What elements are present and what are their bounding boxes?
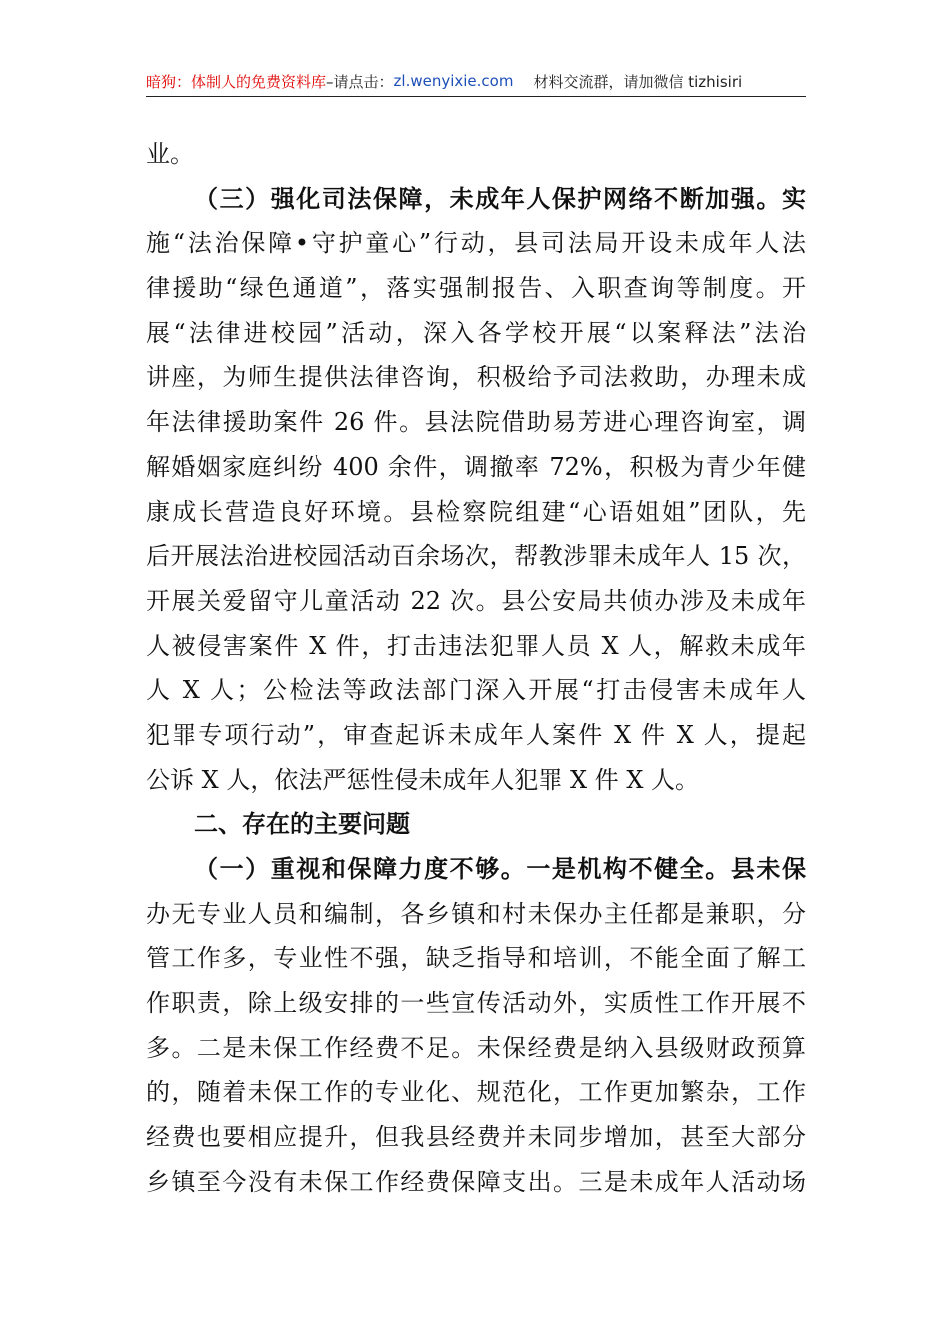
header-site-name: 暗狗：体制人的免费资料库 [146, 72, 327, 91]
text-line: 开展关爱留守儿童活动 22 次。县公安局共侦办涉及未成年 [146, 586, 806, 615]
text-line: 多。二是未保工作经费不足。未保经费是纳入县级财政预算 [146, 1033, 806, 1062]
text-line: 乡镇至今没有未保工作经费保障支出。三是未成年人活动场 [146, 1167, 806, 1196]
text-line: 业。 [146, 140, 194, 168]
text-line: 解婚姻家庭纠纷 400 余件，调撤率 72%，积极为青少年健 [146, 452, 806, 481]
text-line: 施“法治保障•守护童心”行动，县司法局开设未成年人法 [146, 229, 806, 258]
chapter-heading: 二、存在的主要问题 [194, 810, 410, 839]
text-line: 管工作多，专业性不强，缺乏指导和培训，不能全面了解工 [146, 944, 806, 973]
text-line: 展“法律进校园”活动，深入各学校开展“以案释法”法治 [146, 318, 806, 347]
text-line: 人 X 人；公检法等政法部门深入开展“打击侵害未成年人 [146, 676, 806, 705]
text-line: 办无专业人员和编制，各乡镇和村未保办主任都是兼职，分 [146, 899, 806, 928]
header-link[interactable]: zl.wenyixie.com [393, 72, 514, 90]
text-line: 经费也要相应提升，但我县经费并未同步增加，甚至大部分 [146, 1123, 806, 1152]
text-line: 作职责，除上级安排的一些宣传活动外，实质性工作开展不 [146, 989, 806, 1018]
section-heading-1: （一）重视和保障力度不够。一是机构不健全。县未保 [194, 854, 806, 883]
text-line: 公诉 X 人，依法严惩性侵未成年人犯罪 X 件 X 人。 [146, 765, 700, 794]
header-wechat-note: 材料交流群，请加微信 tizhisiri [533, 72, 743, 91]
text-line: 的，随着未保工作的专业化、规范化，工作更加繁杂，工作 [146, 1078, 806, 1107]
header-click-prompt: –请点击： [326, 72, 394, 91]
text-line: 康成长营造良好环境。县检察院组建“心语姐姐”团队，先 [146, 497, 806, 526]
document-body [146, 132, 806, 1205]
text-line: 人被侵害案件 X 件，打击违法犯罪人员 X 人，解救未成年 [146, 631, 806, 660]
text-line: 犯罪专项行动”，审查起诉未成年人案件 X 件 X 人，提起 [146, 720, 806, 749]
text-line: 律援助“绿色通道”，落实强制报告、入职查询等制度。开 [146, 274, 806, 303]
section-heading-3: （三）强化司法保障，未成年人保护网络不断加强。实 [194, 183, 806, 213]
text-line: 后开展法治进校园活动百余场次，帮教涉罪未成年人 15 次， [146, 542, 806, 571]
text-line: 年法律援助案件 26 件。县法院借助易芳进心理咨询室，调 [146, 408, 806, 437]
text-line: 讲座，为师生提供法律咨询，积极给予司法救助，办理未成 [146, 363, 806, 392]
page-header [146, 66, 806, 97]
